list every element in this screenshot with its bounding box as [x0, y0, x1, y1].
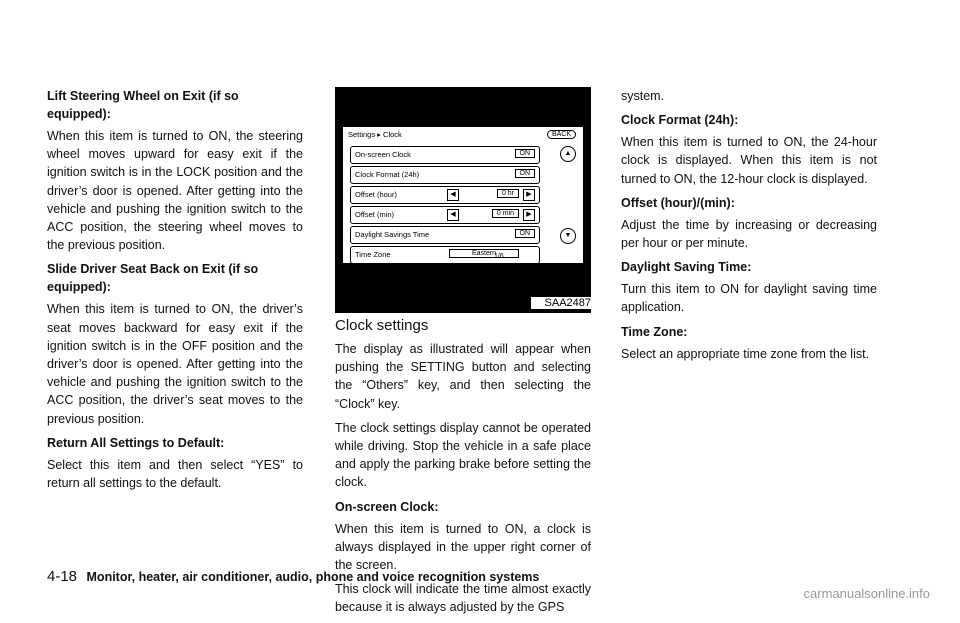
setting-toggle[interactable]: ON	[515, 169, 536, 178]
column-left	[47, 87, 303, 498]
page-number: 4-18	[47, 568, 78, 585]
setting-toggle[interactable]: ON	[515, 229, 536, 238]
setting-value: 0 min	[492, 209, 519, 218]
para-system: system.	[621, 89, 665, 103]
para-onscreen-clock: When this item is turned to ON, a clock is always displayed in the upper right corner of the screen.	[335, 521, 591, 573]
para-slide-seat: When this item is turned to ON, the driver’s seat moves backward for easy exit if the ignition switch is in the OFF position and the driver’s door is opened. After getting into the vehicle and pushing the ignition switch to the ACC position, the driver’s seat moves to the previous position.	[47, 302, 303, 426]
setting-row-offset-hour[interactable]	[350, 186, 540, 204]
setting-row-clock-format[interactable]	[350, 166, 540, 184]
para-gps: This clock will indicate the time almost exactly because it is always adjusted by the GPS	[335, 582, 591, 615]
setting-label: On-screen Clock	[355, 150, 411, 159]
scroll-down-icon[interactable]: ▼	[560, 228, 576, 244]
para-daylight: Turn this item to ON for daylight saving time application.	[621, 282, 877, 315]
screen-breadcrumb: Settings ▸ Clock	[348, 130, 402, 139]
page-footer	[47, 568, 539, 585]
increase-arrow-icon[interactable]: ▶	[523, 209, 535, 221]
setting-label: Offset (hour)	[355, 190, 397, 199]
para-return-default: Select this item and then select “YES” to return all settings to the default.	[47, 457, 303, 491]
heading-onscreen-clock: On-screen Clock:	[335, 499, 439, 514]
settings-list	[350, 146, 540, 266]
heading-slide-seat: Slide Driver Seat Back on Exit (if so equipped):	[47, 262, 259, 295]
setting-value[interactable]: Eastern	[449, 249, 519, 258]
decrease-arrow-icon[interactable]: ◀	[447, 189, 459, 201]
heading-time-zone: Time Zone:	[621, 324, 688, 339]
setting-label: Time Zone	[355, 250, 391, 259]
setting-row-onscreen-clock[interactable]	[350, 146, 540, 164]
column-middle	[335, 87, 591, 623]
heading-lift-steering: Lift Steering Wheel on Exit (if so equipped):	[47, 89, 239, 121]
setting-row-time-zone[interactable]	[350, 246, 540, 264]
setting-value: 0 hr	[497, 189, 519, 198]
para-offset: Adjust the time by increasing or decreasing per hour or per minute.	[621, 217, 877, 251]
para-lift-steering: When this item is turned to ON, the steering wheel moves upward for easy exit if the ignition switch is in the LOCK position and the driver’s door is opened. After getting into the vehicle and pushing the ignition switch to the ACC position, the steering wheel moves to the previous position.	[47, 129, 303, 253]
para-time-zone: Select an appropriate time zone from the list.	[621, 346, 870, 361]
clock-settings-figure	[335, 87, 591, 313]
section-title: Clock settings	[335, 317, 429, 334]
setting-row-offset-min[interactable]	[350, 206, 540, 224]
increase-arrow-icon[interactable]: ▶	[523, 189, 535, 201]
page-indicator: 1/6	[494, 253, 504, 260]
heading-offset: Offset (hour)/(min):	[621, 195, 735, 210]
scroll-up-icon[interactable]: ▲	[560, 146, 576, 162]
para-driving: The clock settings display cannot be operated while driving. Stop the vehicle in a safe place and apply the parking brake before setting the clock.	[335, 420, 591, 490]
para-display: The display as illustrated will appear when pushing the SETTING button and selecting the “Others” key, and then selecting the “Clock” key.	[335, 342, 591, 411]
heading-clock-format: Clock Format (24h):	[621, 113, 739, 128]
setting-row-daylight[interactable]	[350, 226, 540, 244]
setting-label: Offset (min)	[355, 210, 395, 219]
setting-label: Daylight Savings Time	[355, 230, 430, 239]
back-button[interactable]: BACK	[547, 130, 576, 139]
column-right	[621, 87, 877, 369]
setting-label: Clock Format (24h)	[355, 170, 420, 179]
watermark: carmanualsonline.info	[803, 586, 930, 601]
footer-title: Monitor, heater, air conditioner, audio, phone and voice recognition systems	[86, 570, 540, 584]
heading-daylight: Daylight Saving Time:	[621, 260, 752, 275]
setting-toggle[interactable]: ON	[515, 149, 536, 158]
para-clock-format: When this item is turned to ON, the 24-hour clock is displayed. When this item is not turned to ON, the 12-hour clock is displayed.	[621, 135, 877, 186]
decrease-arrow-icon[interactable]: ◀	[447, 209, 459, 221]
heading-return-default: Return All Settings to Default:	[47, 435, 225, 450]
clock-settings-screen	[343, 127, 583, 263]
figure-label: SAA2487	[531, 297, 591, 309]
